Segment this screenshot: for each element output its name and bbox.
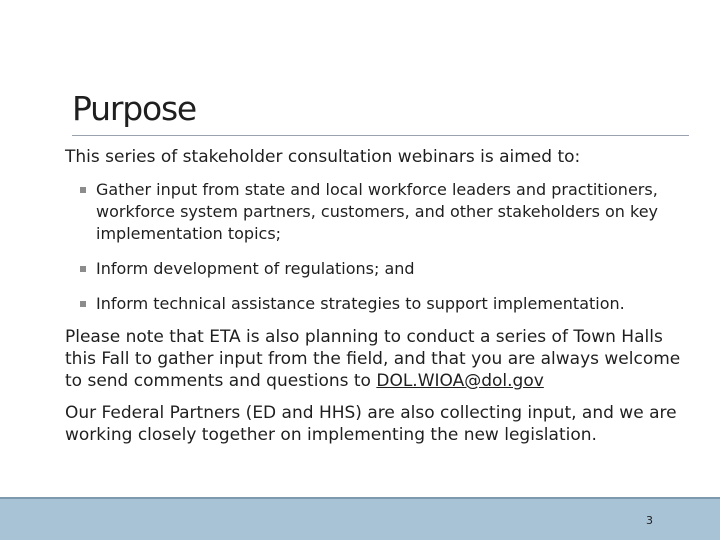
slide-number: 3 [646, 514, 653, 527]
email-link[interactable]: DOL.WIOA@dol.gov [376, 371, 544, 391]
bullet-text: Inform development of regulations; and [96, 259, 415, 278]
footer-bar [0, 497, 720, 540]
bullet-list [65, 179, 685, 315]
note-paragraph [65, 326, 685, 392]
partners-paragraph: Our Federal Partners (ED and HHS) are also collecting input, and we are working closely together on implementing the new legislation. [65, 403, 677, 445]
slide-title: Purpose [72, 89, 197, 128]
square-bullet-icon [80, 301, 86, 307]
note-text: Please note that ETA is also planning to conduct a series of Town Halls this Fall to gather input from the field, and that you are always welcome to send comments and questions to [65, 327, 681, 391]
intro-text: This series of stakeholder consultation webinars is aimed to: [65, 147, 581, 167]
slide-body [65, 146, 685, 456]
bullet-text: Inform technical assistance strategies to support implementation. [96, 294, 625, 313]
square-bullet-icon [80, 266, 86, 272]
bullet-item [65, 179, 685, 245]
title-divider [72, 135, 689, 136]
bullet-text: Gather input from state and local workforce leaders and practitioners, workforce system partners, customers, and other stakeholders on key implementation topics; [96, 180, 659, 243]
bullet-item [65, 258, 685, 280]
bullet-item [65, 293, 685, 315]
square-bullet-icon [80, 187, 86, 193]
